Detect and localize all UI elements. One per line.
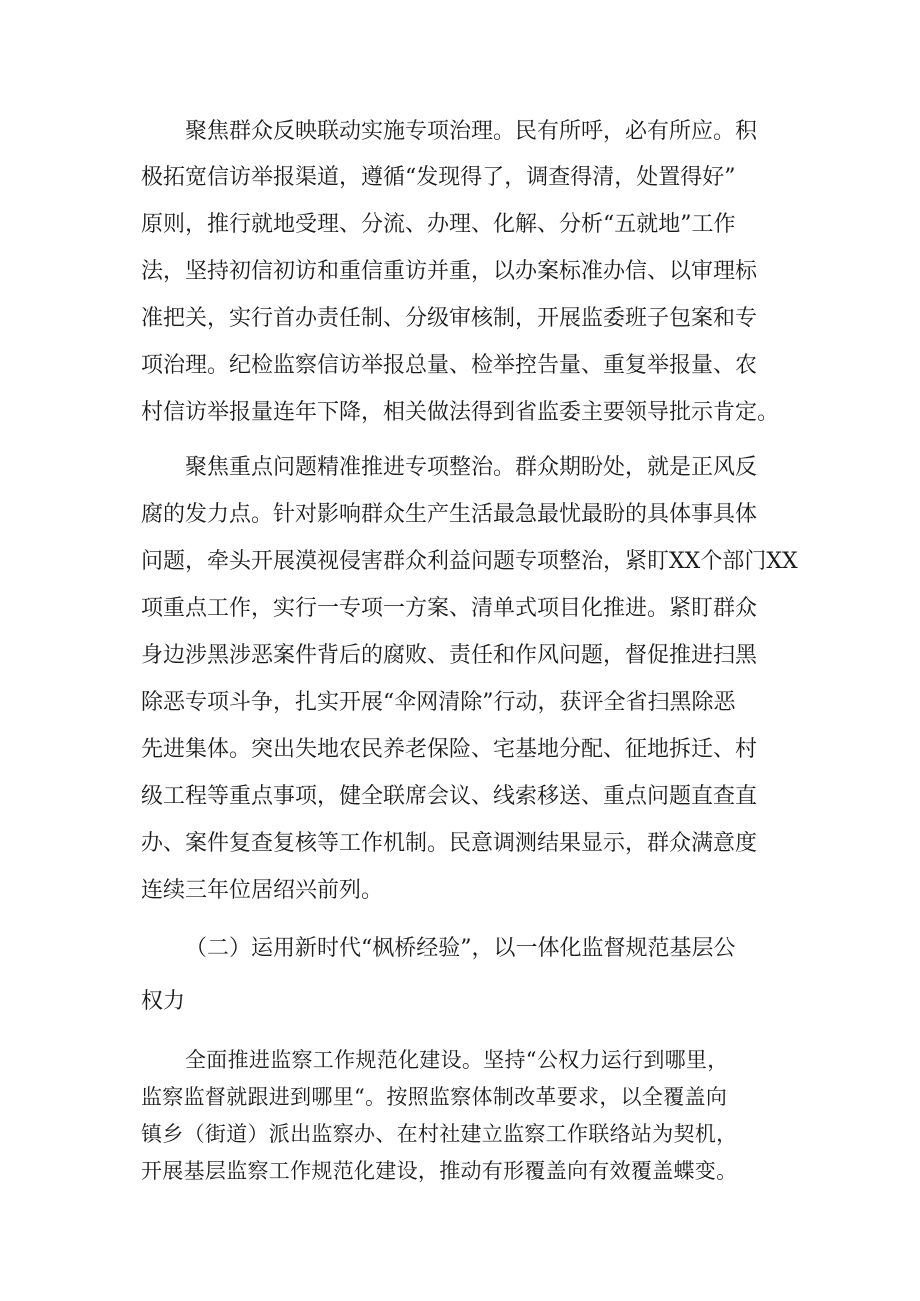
text-line: 项治理。纪检监察信访举报总量、检举控告量、重复举报量、农: [141, 353, 758, 378]
text-line: 极拓宽信访举报渠道，遵循“发现得了，调查得清，处置得好”: [141, 165, 736, 190]
text-line: 准把关，实行首办责任制、分级审核制，开展监委班子包案和专: [141, 306, 758, 331]
text-line: 问题，牵头开展漠视侵害群众利益问题专项整治，紧盯XX个部门XX: [141, 549, 798, 574]
text-line: 原则，推行就地受理、分流、办理、化解、分析“五就地”工作: [141, 212, 736, 237]
heading-line: （二）运用新时代“枫桥经验”，以一体化监督规范基层公: [185, 936, 736, 961]
text-line: 除恶专项斗争，扎实开展“伞网清除”行动，获评全省扫黑除恶: [141, 690, 736, 715]
text-line: 全面推进监察工作规范化建设。坚持“公权力运行到哪里，: [185, 1048, 729, 1072]
text-line: 腐的发力点。针对影响群众生产生活最急最忧最盼的具体事具体: [141, 502, 758, 527]
text-line: 先进集体。突出失地农民养老保险、宅基地分配、征地拆迁、村: [141, 737, 758, 762]
text-line: 办、案件复查复核等工作机制。民意调测结果显示，群众满意度: [141, 831, 758, 856]
heading-line: 权力: [141, 989, 186, 1014]
text-line: 监察监督就跟进到哪里“。按照监察体制改革要求，以全覆盖向: [141, 1085, 728, 1109]
text-line: 开展基层监察工作规范化建设，推动有形覆盖向有效覆盖蝶变。: [141, 1159, 738, 1183]
text-line: 聚焦重点问题精准推进专项整治。群众期盼处，就是正风反: [185, 455, 758, 480]
text-line: 项重点工作，实行一专项一方案、清单式项目化推进。紧盯群众: [141, 596, 758, 621]
text-line: 身边涉黑涉恶案件背后的腐败、责任和作风问题，督促推进扫黑: [141, 643, 758, 668]
text-line: 法，坚持初信初访和重信重访并重，以办案标准办信、以审理标: [141, 259, 758, 284]
text-line: 镇乡（街道）派出监察办、在村社建立监察工作联络站为契机，: [141, 1122, 738, 1146]
text-line: 聚焦群众反映联动实施专项治理。民有所呼，必有所应。积: [185, 119, 758, 144]
text-line: 级工程等重点事项，健全联席会议、线索移送、重点问题直查直: [141, 784, 758, 809]
text-line: 村信访举报量连年下降，相关做法得到省监委主要领导批示肯定。: [141, 400, 780, 425]
text-line: 连续三年位居绍兴前列。: [141, 878, 384, 903]
